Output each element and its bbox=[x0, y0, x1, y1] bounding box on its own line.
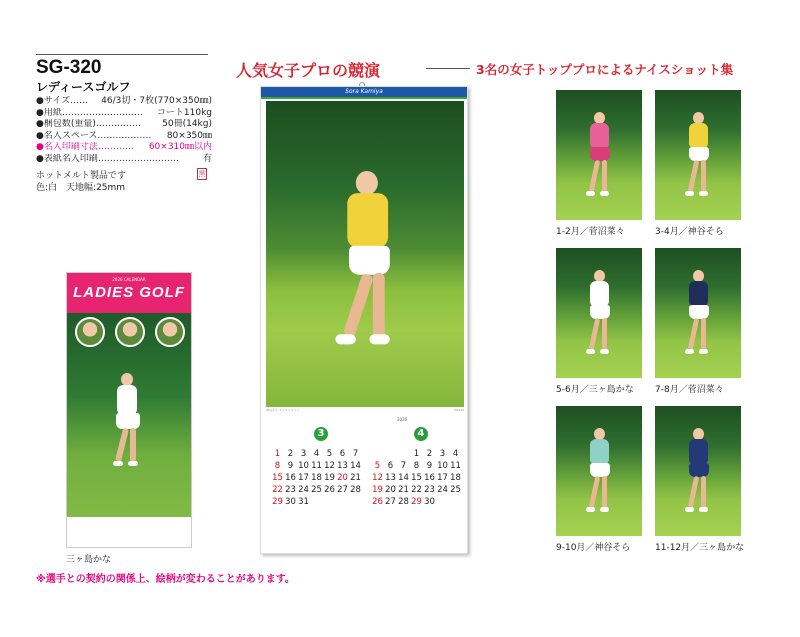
photo-credit-right: SG320 bbox=[454, 408, 464, 412]
calendar-day: 17 bbox=[298, 473, 309, 483]
calendar-day: 12 bbox=[372, 473, 383, 483]
calendar-day: 1 bbox=[274, 449, 281, 459]
spec-row bbox=[36, 108, 212, 120]
month-thumbnail bbox=[556, 248, 642, 378]
cover-image bbox=[66, 272, 192, 548]
spec-value: 60×310㎜以内 bbox=[148, 142, 212, 152]
spec-key: ●サイズ…… bbox=[36, 96, 89, 106]
top-band bbox=[261, 87, 467, 97]
calendar-day: 12 bbox=[324, 461, 335, 471]
photo-credit-left: 神谷そら ナイスショット bbox=[266, 408, 300, 412]
calendar-day: 11 bbox=[450, 461, 461, 471]
calendar-day: 2 bbox=[426, 449, 433, 459]
headline: 人気女子プロの競演 bbox=[236, 61, 381, 80]
spec-row bbox=[36, 154, 212, 166]
thumbnail-caption: 3-4月／神谷そら bbox=[655, 227, 724, 237]
calendar-empty bbox=[371, 449, 384, 461]
calendar-empty bbox=[436, 497, 449, 509]
player-portrait bbox=[75, 317, 105, 347]
cover-caption: 三ヶ島かな bbox=[66, 555, 112, 565]
name-print-badge: 黒 bbox=[198, 170, 206, 178]
note-hotmelt: ホットメルト製品です bbox=[36, 171, 126, 181]
calendar-empty bbox=[310, 497, 323, 509]
calendar-day: 9 bbox=[426, 461, 433, 471]
thumbnail-caption: 5-6月／三ヶ島かな bbox=[556, 385, 634, 395]
calendar-day: 17 bbox=[437, 473, 448, 483]
spec-key: ●用紙……………………… bbox=[36, 107, 143, 118]
calendar-day: 4 bbox=[452, 449, 459, 459]
calendar-empty bbox=[384, 449, 397, 461]
month-grid bbox=[371, 449, 462, 509]
player-portrait bbox=[155, 317, 185, 347]
calendar-day: 5 bbox=[374, 461, 381, 471]
photo-credit bbox=[266, 408, 464, 413]
calendar-empty bbox=[449, 497, 462, 509]
calendar-day: 5 bbox=[326, 449, 333, 459]
calendar-day: 24 bbox=[437, 485, 448, 495]
month-thumbnail bbox=[655, 90, 741, 220]
disclaimer: ※選手との契約の関係上、絵柄が変わることがあります。 bbox=[36, 574, 295, 585]
calendar-day: 16 bbox=[285, 473, 296, 483]
calendar-day: 21 bbox=[398, 485, 409, 495]
calendar-day: 31 bbox=[298, 497, 309, 507]
spec-key: ●名入スペース……………… bbox=[36, 130, 152, 141]
spec-key: ●梱包数(重量)…………… bbox=[36, 119, 141, 129]
cover-header bbox=[67, 273, 191, 313]
player-portrait bbox=[115, 317, 145, 347]
calendar-day: 21 bbox=[350, 473, 361, 483]
calendar-day: 14 bbox=[350, 461, 361, 471]
calendar-day: 7 bbox=[400, 461, 407, 471]
calendar-day: 25 bbox=[311, 485, 322, 495]
calendar-day: 2 bbox=[287, 449, 294, 459]
note-color: 色:白 天地幅:25mm bbox=[36, 183, 126, 193]
spec-row bbox=[36, 96, 212, 108]
calendar-day: 3 bbox=[300, 449, 307, 459]
calendar-day: 28 bbox=[398, 497, 409, 507]
top-stripe bbox=[261, 97, 467, 99]
player-name: Sora Kamiya bbox=[345, 88, 383, 95]
calendar-day: 22 bbox=[411, 485, 422, 495]
calendar-day: 11 bbox=[311, 461, 322, 471]
thumbnail-caption: 9-10月／神谷そら bbox=[556, 543, 631, 553]
product-code: SG-320 bbox=[36, 57, 102, 78]
calendar-empty bbox=[397, 449, 410, 461]
calendar-day: 1 bbox=[413, 449, 420, 459]
headline-sub: 3名の女子トッププロによるナイスショット集 bbox=[476, 62, 734, 77]
calendar-day: 25 bbox=[450, 485, 461, 495]
headline-dash bbox=[426, 68, 470, 69]
calendar-day: 20 bbox=[337, 473, 348, 483]
thumbnail-caption: 7-8月／菅沼菜々 bbox=[655, 385, 724, 395]
calendar-day: 10 bbox=[437, 461, 448, 471]
main-calendar bbox=[260, 86, 468, 554]
spec-value: 46/3切・7枚(770×350㎜) bbox=[101, 96, 212, 106]
calendar-empty bbox=[349, 497, 362, 509]
thumbnail-caption: 11-12月／三ヶ島かな bbox=[655, 543, 745, 553]
month-thumbnail bbox=[556, 406, 642, 536]
calendar-day: 6 bbox=[339, 449, 346, 459]
calendar-day: 13 bbox=[385, 473, 396, 483]
month-grid bbox=[271, 449, 362, 509]
calendar-day: 19 bbox=[372, 485, 383, 495]
calendar-day: 18 bbox=[450, 473, 461, 483]
spec-row bbox=[36, 142, 212, 154]
cover-small-text: 2026 CALENDAR bbox=[112, 277, 146, 282]
calendar-day: 4 bbox=[313, 449, 320, 459]
calendar-day: 13 bbox=[337, 461, 348, 471]
calendar-day: 15 bbox=[411, 473, 422, 483]
calendar-day: 30 bbox=[285, 497, 296, 507]
calendar-day: 22 bbox=[272, 485, 283, 495]
spec-value: 50冊(14kg) bbox=[162, 119, 212, 129]
product-notes bbox=[36, 170, 126, 194]
spec-row bbox=[36, 131, 212, 143]
spec-key: ●表紙名入印刷……………………… bbox=[36, 153, 179, 164]
calendar-day: 10 bbox=[298, 461, 309, 471]
calendar-day: 29 bbox=[411, 497, 422, 507]
main-photo bbox=[266, 101, 464, 407]
month-number: 4 bbox=[414, 427, 428, 441]
calendar-day: 9 bbox=[287, 461, 294, 471]
calendar-day: 28 bbox=[350, 485, 361, 495]
calendar-day: 23 bbox=[424, 485, 435, 495]
calendar-day: 27 bbox=[385, 497, 396, 507]
month-thumbnail bbox=[655, 248, 741, 378]
calendar-day: 27 bbox=[337, 485, 348, 495]
spec-value: コート110kg bbox=[156, 107, 212, 118]
calendar-day: 14 bbox=[398, 473, 409, 483]
calendar-day: 7 bbox=[352, 449, 359, 459]
month-thumbnail bbox=[655, 406, 741, 536]
spec-key: ●名入印刷寸法………… bbox=[36, 142, 134, 152]
product-name: レディースゴルフ bbox=[36, 80, 131, 94]
thumbnail-caption: 1-2月／菅沼菜々 bbox=[556, 227, 625, 237]
calendar-day: 8 bbox=[274, 461, 281, 471]
calendar-day: 26 bbox=[324, 485, 335, 495]
calendar-day: 20 bbox=[385, 485, 396, 495]
calendar-day: 6 bbox=[387, 461, 394, 471]
calendar-day: 8 bbox=[413, 461, 420, 471]
calendar-empty bbox=[323, 497, 336, 509]
calendar-empty bbox=[336, 497, 349, 509]
calendar-day: 24 bbox=[298, 485, 309, 495]
spec-list bbox=[36, 96, 212, 165]
spec-value: 有 bbox=[202, 153, 212, 164]
calendar-day: 30 bbox=[424, 497, 435, 507]
spec-value: 80×350㎜ bbox=[166, 130, 212, 141]
calendar-day: 26 bbox=[372, 497, 383, 507]
calendar-day: 18 bbox=[311, 473, 322, 483]
cover-photo bbox=[67, 313, 191, 548]
title-rule bbox=[36, 54, 208, 55]
calendar-day: 23 bbox=[285, 485, 296, 495]
calendar-day: 15 bbox=[272, 473, 283, 483]
cover-footer bbox=[67, 517, 191, 547]
calendar-day: 3 bbox=[439, 449, 446, 459]
calendar-day: 29 bbox=[272, 497, 283, 507]
spec-row bbox=[36, 119, 212, 131]
calendar-day: 19 bbox=[324, 473, 335, 483]
month-number: 3 bbox=[314, 427, 328, 441]
cover-title: LADIES GOLF bbox=[73, 284, 185, 301]
calendar-year: 2026 bbox=[397, 417, 408, 422]
calendar-day: 16 bbox=[424, 473, 435, 483]
month-thumbnail bbox=[556, 90, 642, 220]
